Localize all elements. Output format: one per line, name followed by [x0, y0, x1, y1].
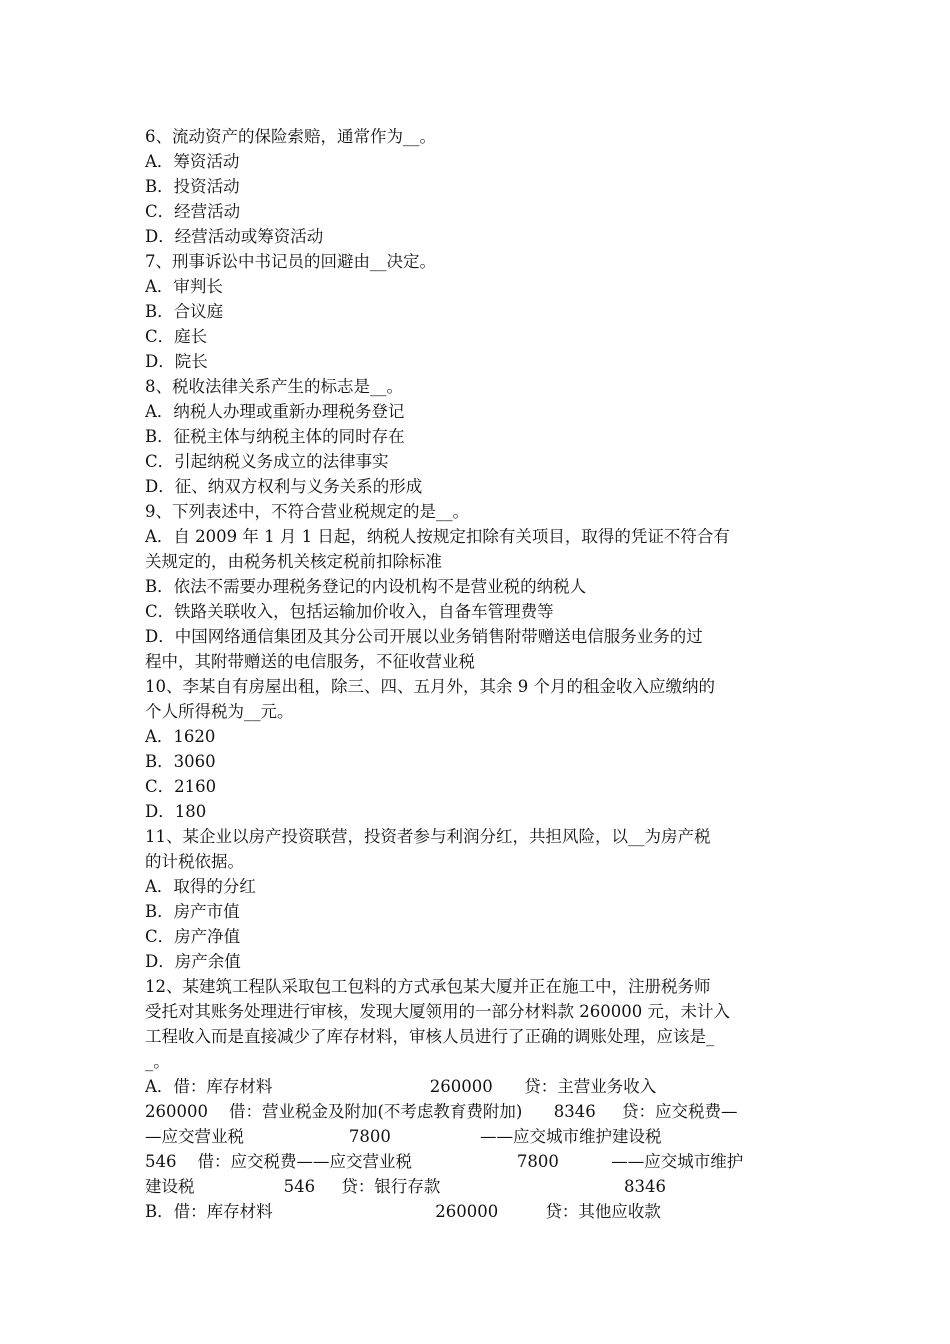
option-b: B．借：库存材料 260000 贷：其他应收款: [145, 1202, 661, 1221]
question-10-cont: 个人所得税为__元。: [145, 702, 294, 721]
option-c: C．铁路关联收入，包括运输加价收入，自备车管理费等: [145, 602, 554, 621]
option-c: C．房产净值: [145, 927, 241, 946]
option-b: B．依法不需要办理税务登记的内设机构不是营业税的纳税人: [145, 577, 587, 596]
option-a: A．自 2009 年 1 月 1 日起，纳税人按规定扣除有关项目，取得的凭证不符合有: [145, 527, 730, 546]
question-8: 8、税收法律关系产生的标志是__。: [145, 377, 403, 396]
question-9: 9、下列表述中，不符合营业税规定的是__。: [145, 502, 469, 521]
option-a: A．借：库存材料 260000 贷：主营业务收入: [145, 1077, 657, 1096]
option-b: B．投资活动: [145, 177, 240, 196]
question-6: 6、流动资产的保险索赔，通常作为__。: [145, 127, 436, 146]
option-a-cont: 关规定的，由税务机关核定税前扣除标准: [145, 552, 442, 571]
option-c: C．庭长: [145, 327, 208, 346]
question-12-cont: 工程收入而是直接减少了库存材料，审核人员进行了正确的调账处理，应该是_: [145, 1027, 715, 1046]
question-7: 7、刑事诉讼中书记员的回避由__决定。: [145, 252, 436, 271]
option-a: A．审判长: [145, 277, 223, 296]
option-a: A．纳税人办理或重新办理税务登记: [145, 402, 405, 421]
document-body: [145, 124, 807, 1224]
option-c: C．引起纳税义务成立的法律事实: [145, 452, 389, 471]
option-d: D．中国网络通信集团及其分公司开展以业务销售附带赠送电信服务业务的过: [145, 627, 703, 646]
option-b: B．3060: [145, 752, 216, 771]
option-b: B．房产市值: [145, 902, 240, 921]
option-a: A．1620: [145, 727, 216, 746]
option-b: B．征税主体与纳税主体的同时存在: [145, 427, 405, 446]
option-a-cont: 建设税 546 贷：银行存款 8346: [145, 1177, 666, 1196]
option-d-cont: 程中，其附带赠送的电信服务，不征收营业税: [145, 652, 475, 671]
option-a-cont: —应交营业税 7800 ——应交城市维护建设税: [145, 1127, 662, 1146]
option-a-cont: 260000 借：营业税金及附加(不考虑教育费附加) 8346 贷：应交税费—: [145, 1102, 738, 1121]
option-d: D．房产余值: [145, 952, 241, 971]
option-b: B．合议庭: [145, 302, 224, 321]
question-11-cont: 的计税依据。: [145, 852, 244, 871]
option-d: D．院长: [145, 352, 208, 371]
question-10: 10、李某自有房屋出租，除三、四、五月外，其余 9 个月的租金收入应缴纳的: [145, 677, 715, 696]
option-d: D．180: [145, 802, 207, 821]
option-d: D．经营活动或筹资活动: [145, 227, 324, 246]
question-11: 11、某企业以房产投资联营，投资者参与利润分红，共担风险，以__为房产税: [145, 827, 711, 846]
option-a-cont: 546 借：应交税费——应交营业税 7800 ——应交城市维护: [145, 1152, 744, 1171]
option-c: C．经营活动: [145, 202, 241, 221]
option-a: A．取得的分红: [145, 877, 256, 896]
option-c: C．2160: [145, 777, 217, 796]
question-12-cont: _。: [145, 1052, 170, 1071]
option-a: A．筹资活动: [145, 152, 240, 171]
question-12-cont: 受托对其账务处理进行审核，发现大厦领用的一部分材料款 260000 元，未计入: [145, 1002, 730, 1021]
option-d: D．征、纳双方权利与义务关系的形成: [145, 477, 423, 496]
question-12: 12、某建筑工程队采取包工包料的方式承包某大厦并正在施工中，注册税务师: [145, 977, 711, 996]
